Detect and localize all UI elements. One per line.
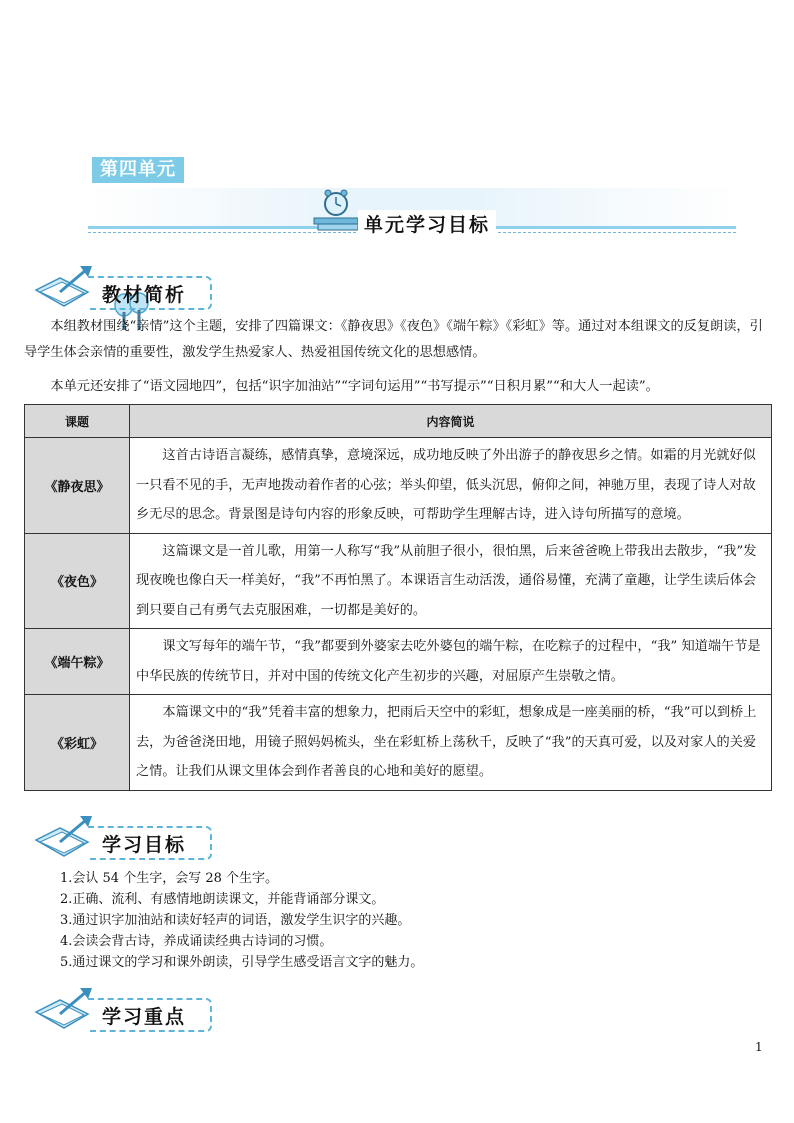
table-row <box>25 695 772 791</box>
banner-title: 单元学习目标 <box>358 210 496 237</box>
alarm-clock-books-icon <box>310 188 362 232</box>
section-header-key-points <box>30 984 220 1036</box>
lesson-title: 《彩虹》 <box>25 695 130 791</box>
lesson-content-table <box>24 404 772 791</box>
unit-title: 第四单元 <box>92 157 184 183</box>
section-header-goals <box>30 812 220 864</box>
lesson-title: 《端午粽》 <box>25 629 130 695</box>
list-item: 5.通过课文的学习和课外朗读，引导学生感受语言文字的魅力。 <box>60 955 424 970</box>
lesson-summary: 这首古诗语言凝练，感情真挚，意境深远，成功地反映了外出游子的静夜思乡之情。如霜的月光就好似一只看不见的手，无声地拨动着作者的心弦；举头仰望，低头沉思，俯仰之间，神驰万里，表现了诗人对故乡无尽的思念。背景图是诗句内容的形象反映，可帮助学生理解古诗，进入诗句所描写的意境。 <box>130 438 772 534</box>
intro-paragraph-2: 本单元还安排了“语文园地四”，包括“识字加油站”“字词句运用”“书写提示”“日积月累”“和大人一起读”。 <box>50 379 659 394</box>
section-title: 教材简析 <box>102 284 187 306</box>
section-title: 学习目标 <box>102 834 187 856</box>
goal-list <box>60 868 423 973</box>
list-item: 2.正确、流利、有感情地朗读课文，并能背诵部分课文。 <box>60 892 385 907</box>
lesson-title: 《夜色》 <box>25 533 130 629</box>
lesson-summary: 课文写每年的端午节，“我”都要到外婆家去吃外婆包的端午粽，在吃粽子的过程中，“我” 知道端午节是中华民族的传统节日，并对中国的传统文化产生初步的兴趣，对屈原产生崇敬之情。 <box>130 629 772 695</box>
lesson-summary: 本篇课文中的“我”凭着丰富的想象力，把雨后天空中的彩虹，想象成是一座美丽的桥，“我”可以到桥上去，为爸爸浇田地，用镜子照妈妈梳头，坐在彩虹桥上荡秋千，反映了“我”的天真可爱，以及对家人的关爱之情。让我们从课文里体会到作者善良的心地和美好的愿望。 <box>130 695 772 791</box>
lesson-summary: 这篇课文是一首儿歌，用第一人称写“我”从前胆子很小，很怕黑，后来爸爸晚上带我出去散步，“我”发现夜晚也像白天一样美好，“我”不再怕黑了。本课语言生动活泼，通俗易懂，充满了童趣，让学生读后体会到只要自己有勇气去克服困难，一切都是美好的。 <box>130 533 772 629</box>
list-item: 3.通过识字加油站和读好轻声的词语，激发学生识字的兴趣。 <box>60 913 411 928</box>
list-item: 1.会认 54 个生字，会写 28 个生字。 <box>60 871 279 886</box>
table-header-row <box>25 405 772 438</box>
unit-badge <box>56 146 206 188</box>
header-lesson: 课题 <box>25 405 130 438</box>
page-number: 1 <box>755 1040 763 1054</box>
section-title: 学习重点 <box>102 1006 187 1028</box>
section-header-analysis <box>30 262 220 314</box>
section-label-box <box>88 826 212 860</box>
section-label-box <box>88 998 212 1032</box>
table-row <box>25 533 772 629</box>
header-summary: 内容简说 <box>130 405 772 438</box>
unit-goals-banner <box>88 188 736 244</box>
lesson-title: 《静夜思》 <box>25 438 130 534</box>
list-item: 4.会读会背古诗，养成诵读经典古诗词的习惯。 <box>60 934 333 949</box>
table-row <box>25 629 772 695</box>
table-row <box>25 438 772 534</box>
section-label-box <box>88 276 212 310</box>
intro-paragraph-1: 本组教材围绕“亲情”这个主题，安排了四篇课文：《静夜思》《夜色》《端午粽》《彩虹》等。通过对本组课文的反复朗读，引导学生体会亲情的重要性，激发学生热爱家人、热爱祖国传统文化的思想感情。 <box>24 319 763 360</box>
